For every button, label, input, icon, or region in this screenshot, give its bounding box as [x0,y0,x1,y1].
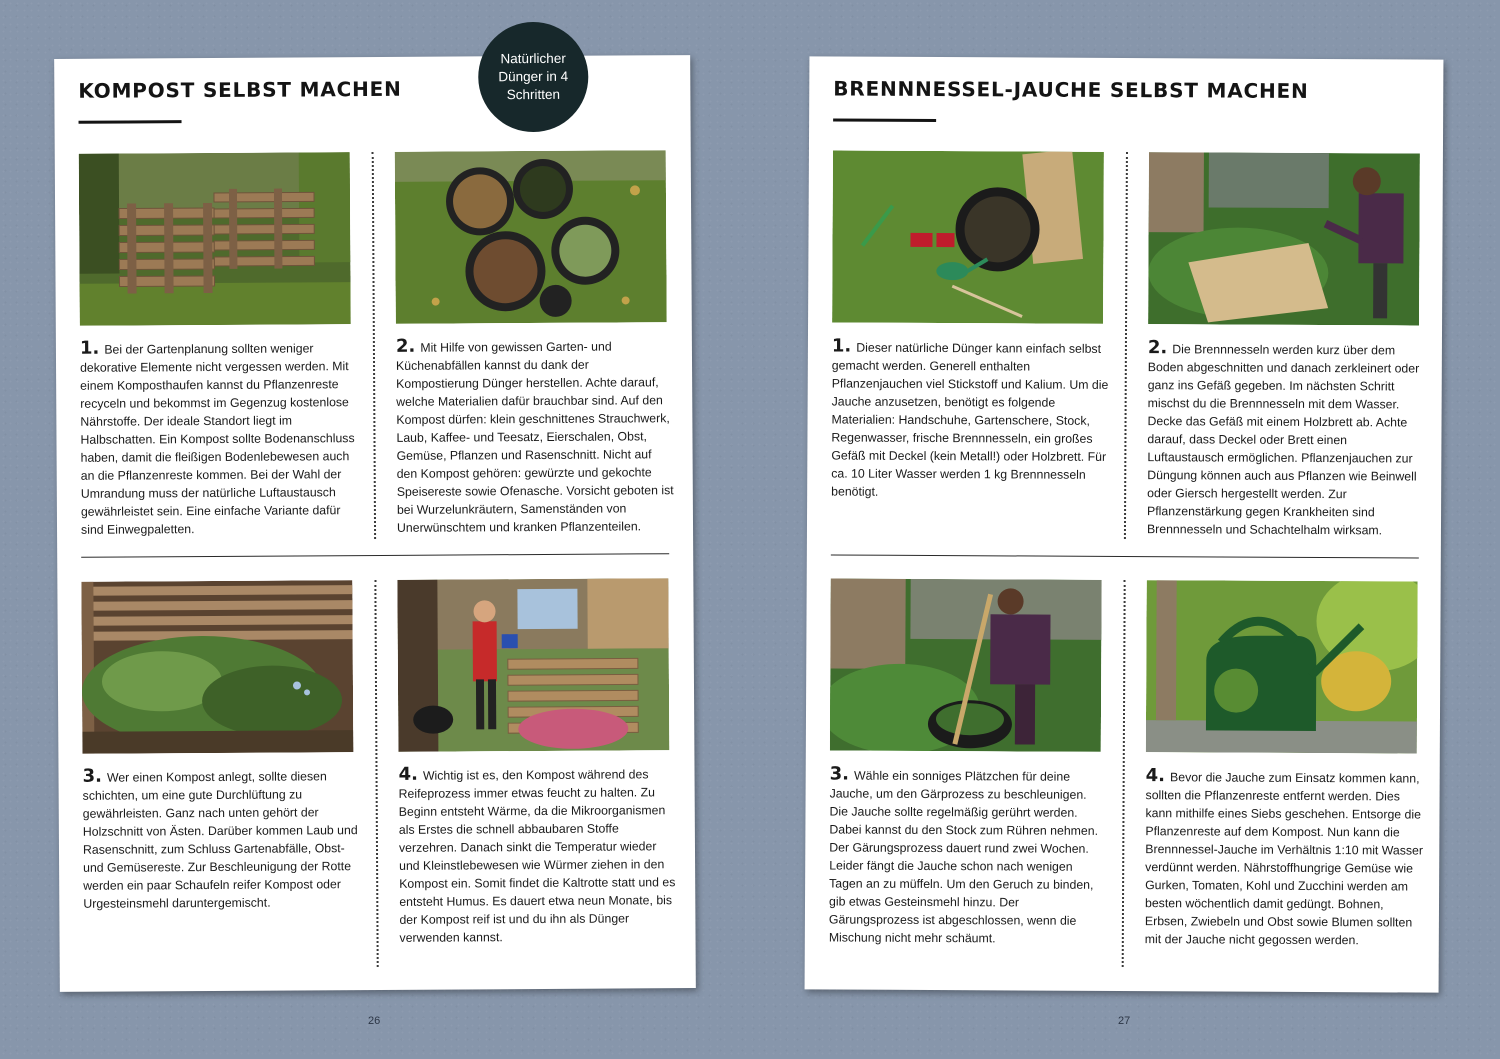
step-number: 2. [395,335,416,357]
nettle-step-3 [829,765,1108,947]
compost-step-1 [80,338,359,539]
column-divider [374,580,378,967]
title-underline [833,118,936,122]
page-number-right: 27 [1118,1015,1131,1027]
step-text: Wähle ein sonniges Plätzchen für deine Jauche, um den Gärprozess zu beschleunigen. Die Jauche sollte regelmäßig gerührt werden. Dabei kannst du den Stock zum Rühren nehmen. Der Gärungsprozess dauert rund zwei Wochen. Leider fängt die Jauche schon nach wenigen Tagen an zu müffeln. Um den Geruch zu binden, gib etwas Gesteinsmehl hinzu. Der Gärungsprozess ist abgeschlossen, wenn die Mischung nicht mehr schäumt. [828,768,1099,946]
photo-buckets-garden-waste [395,150,667,324]
step-number: 3. [82,765,102,787]
left-page [54,50,696,992]
photo-tools-bucket-board [832,150,1104,323]
step-text: Wichtig ist es, den Kompost während des Reifeprozess immer etwas feucht zu halten. Zu Beginn entsteht Wärme, da die Mikroorganismen als Erstes die schnell abbaubaren Stoffe verzehren. Danach sinkt die Temperatur wieder und Kleinstlebewesen wie Würmer ziehen in den Kompost ein. Somit findet die Kaltrotte statt und es entsteht Humus. Es dauert etwa neun Monate, bis der Kompost reif ist und du ihn als Dünger verwenden kannst. [398,767,676,945]
row-divider [831,554,1419,558]
column-divider [1124,152,1128,539]
step-number: 1. [79,337,100,359]
badge-text: Natürlicher Dünger in 4 Schritten [498,50,569,103]
row-divider [81,553,669,558]
step-text: Bei der Gartenplanung sollten weniger dekorative Elemente nicht vergessen werden. Mit einem Komposthaufen kannst du Pflanzenreste recyceln und bekommst im Gegenzug kostenlose Nährstoffe. Der ideale Standort liegt im Halbschatten. Ein Kompost sollte Bodenanschluss haben, damit die fleißigen Bodenlebewesen auch an die Pflanzenreste kommen. Bei der Wahl der Umrandung muss der natürliche Luftaustausch gewährleistet sein. Eine einfache Variante dafür sind Einwegpaletten. [80,341,355,537]
green-watering-can-image [1146,580,1418,753]
tools-bucket-board-image [832,150,1104,323]
photo-woman-watering-compost [397,578,669,752]
step-text: Mit Hilfe von gewissen Garten- und Küchenabfällen kannst du dank der Kompostierung Dünger herstellen. Achte darauf, welche Materialien dafür brauchbar sind. Auf den Kompost dürfen: klein geschnittenes Strauchwerk, Laub, Kaffee- und Teesatz, Eierschalen, Obst, Gemüse, Pflanzen und Rasenschnitt. Nicht auf den Kompost gehören: gewürzte und gekochte Speisereste sowie Ofenasche. Vorsicht geboten ist bei Wurzelunkräutern, Samenständen von Unerwünschtem und kranken Pflanzenteilen. [395,339,674,535]
photo-layered-compost [81,580,353,754]
buckets-garden-waste-image [395,150,667,324]
photo-green-watering-can [1146,580,1418,753]
photo-woman-stirring [830,578,1102,751]
column-divider [1122,580,1126,967]
step-text: Bevor die Jauche zum Einsatz kommen kann, sollten die Pflanzenreste entfernt werden. Dies kann mithilfe eines Siebs geschehen. Entsorge die Pflanzenreste auf dem Kompost. Nun kann die Brennnessel-Jauche im Verhältnis 1:10 mit Wasser verdünnt werden. Nährstoffhungrige Gemüse wie Gurken, Tomaten, Kohl und Zucchini werden am besten wöchentlich damit gedüngt. Bohnen, Erbsen, Zwiebeln und Obst sowie Blumen sollten mit der Jauche nicht gegossen werden. [1144,770,1424,948]
step-number: 1. [831,335,852,357]
step-number: 4. [1145,765,1166,787]
step-number: 2. [1147,337,1168,359]
woman-watering-compost-image [397,578,669,752]
step-number: 3. [829,763,850,785]
page-title: KOMPOST SELBST MACHEN [78,76,402,103]
steps-badge [478,22,589,133]
title-underline [79,120,182,124]
woman-covering-bucket-image [1148,152,1420,325]
step-text: Die Brennnesseln werden kurz über dem Boden abgeschnitten und danach zerkleinert oder ganz ins Gefäß gegeben. Im nächsten Schritt mischst du die Brennnesseln mit dem Wasser. Decke das Gefäß mit einem Holzbrett ab. Achte darauf, dass Deckel oder Brett einen Luftaustausch ermöglichen. Pflanzenjauchen zur Düngung können auch aus Pflanzen wie Beinwell oder Giersch hergestellt werden. Zur Pflanzenstärkung gegen Krankheiten sind Brennnesseln und Schachtelhalm wirksam. [1146,342,1420,538]
photo-woman-covering-bucket [1148,152,1420,325]
compost-step-2 [396,336,675,537]
nettle-step-2 [1147,339,1426,539]
nettle-step-1 [831,337,1110,501]
step-number: 4. [398,763,418,785]
compost-step-4 [398,764,677,947]
step-text: Dieser natürliche Dünger kann einfach selbst gemacht werden. Generell enthalten Pflanzenjauchen viel Stickstoff und Kalium. Um die Jauche anzusetzen, benötigt es folgende Materialien: Handschuhe, Gartenschere, Stock, Regenwasser, frische Brennnesseln, ein großes Gefäß mit Deckel (kein Metall!) oder Holzbrett. Für ca. 10 Liter Wasser werden 1 kg Brennnesseln benötigt. [831,340,1109,499]
nettle-step-4 [1145,767,1424,949]
step-text: Wer einen Kompost anlegt, sollte diesen schichten, um eine gute Durchlüftung zu gewährleisten. Ganz nach unten gehört der Holzschnitt von Ästen. Darüber kommen Laub und Rasenschnitt, zum Schluss Gartenabfälle, Obst- und Gemüsereste. Zur Beschleunigung der Rotte werden ein paar Schaufeln reifer Kompost oder Urgesteinsmehl daruntergemischt. [82,769,358,911]
layered-compost-image [81,580,353,754]
compost-step-3 [82,766,361,913]
page-title: BRENNNESSEL-JAUCHE SELBST MACHEN [833,76,1309,103]
page-number-left: 26 [368,1015,381,1027]
column-divider [372,152,376,539]
right-page [805,56,1444,992]
woman-stirring-image [830,578,1102,751]
pallet-compost-bin-image [79,152,351,326]
photo-pallet-compost-bin [79,152,351,326]
